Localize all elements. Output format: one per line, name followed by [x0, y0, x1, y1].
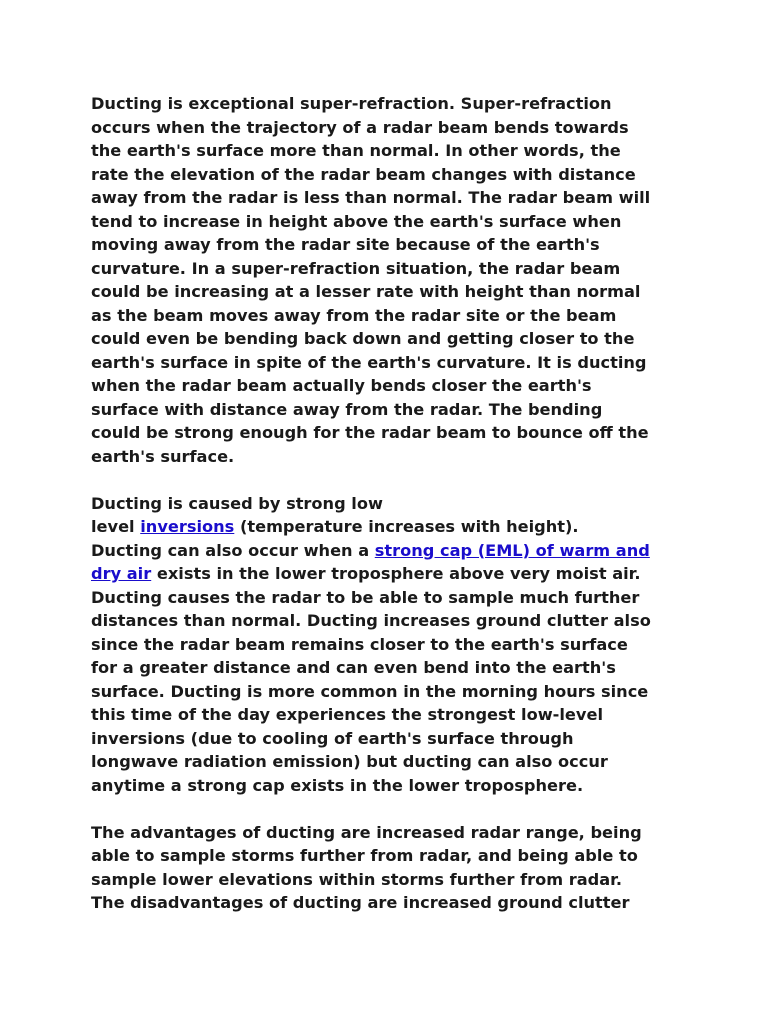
paragraph-spacer	[91, 797, 691, 821]
text-line: as the beam moves away from the radar site or the beam	[91, 305, 617, 325]
text-line: the earth's surface more than normal. In other words, the	[91, 141, 621, 160]
text-line: Ducting is caused by strong low	[91, 493, 383, 513]
text-line: surface with distance away from the radar. The bending	[91, 399, 603, 419]
text-line: The disadvantages of ducting are increased ground clutter	[91, 893, 630, 912]
text-line: moving away from the radar site because of the earth's	[91, 235, 600, 254]
text-line: inversions (due to cooling of earth's surface through	[91, 728, 574, 748]
text-line: earth's surface in spite of the earth's curvature. It is ducting	[91, 352, 647, 372]
strong-cap-link[interactable]: strong cap (EML) of warm and	[374, 540, 650, 560]
inversions-link[interactable]: inversions	[140, 517, 235, 536]
text-line: curvature. In a super-refraction situation, the radar beam	[91, 258, 621, 278]
text-line: occurs when the trajectory of a radar beam bends towards	[91, 117, 629, 137]
text-line: tend to increase in height above the earth's surface when	[91, 211, 622, 231]
paragraph-spacer	[91, 468, 691, 492]
document-page	[91, 92, 691, 915]
text-line: able to sample storms further from radar, and being able to	[91, 846, 638, 865]
text-fragment: level	[91, 517, 141, 536]
text-line: could even be bending back down and getting closer to the	[91, 329, 635, 348]
text-line: since the radar beam remains closer to the earth's surface	[91, 634, 628, 654]
text-line: sample lower elevations within storms further from radar.	[91, 869, 622, 889]
text-line: rate the elevation of the radar beam changes with distance	[91, 164, 636, 184]
text-fragment: exists in the lower troposphere above very moist air.	[151, 564, 641, 583]
text-line: anytime a strong cap exists in the lower troposphere.	[91, 775, 584, 795]
text-line	[91, 539, 691, 563]
text-line: earth's surface.	[91, 446, 235, 466]
text-line: Ducting causes the radar to be able to sample much further	[91, 587, 640, 607]
text-line: away from the radar is less than normal. The radar beam will	[91, 188, 651, 207]
text-fragment: (temperature increases with height).	[234, 517, 579, 536]
paragraph-3	[91, 821, 691, 915]
text-line: could be strong enough for the radar beam to bounce off the	[91, 423, 649, 442]
text-line: this time of the day experiences the strongest low-level	[91, 705, 603, 724]
strong-cap-link-continued[interactable]: dry air	[91, 564, 152, 583]
text-line	[91, 562, 691, 586]
paragraph-2	[91, 492, 691, 798]
text-line: surface. Ducting is more common in the morning hours since	[91, 681, 649, 701]
text-line: The advantages of ducting are increased radar range, being	[91, 822, 642, 842]
text-line: Ducting is exceptional super-refraction. Super-refraction	[91, 94, 612, 113]
text-line: longwave radiation emission) but ducting can also occur	[91, 752, 608, 771]
paragraph-1	[91, 92, 691, 468]
text-line: distances than normal. Ducting increases ground clutter also	[91, 611, 651, 630]
text-line: could be increasing at a lesser rate with height than normal	[91, 282, 641, 301]
text-line: for a greater distance and can even bend into the earth's	[91, 658, 616, 677]
text-fragment: Ducting can also occur when a	[91, 540, 375, 560]
text-line	[91, 515, 691, 539]
text-line: when the radar beam actually bends closer the earth's	[91, 376, 592, 395]
